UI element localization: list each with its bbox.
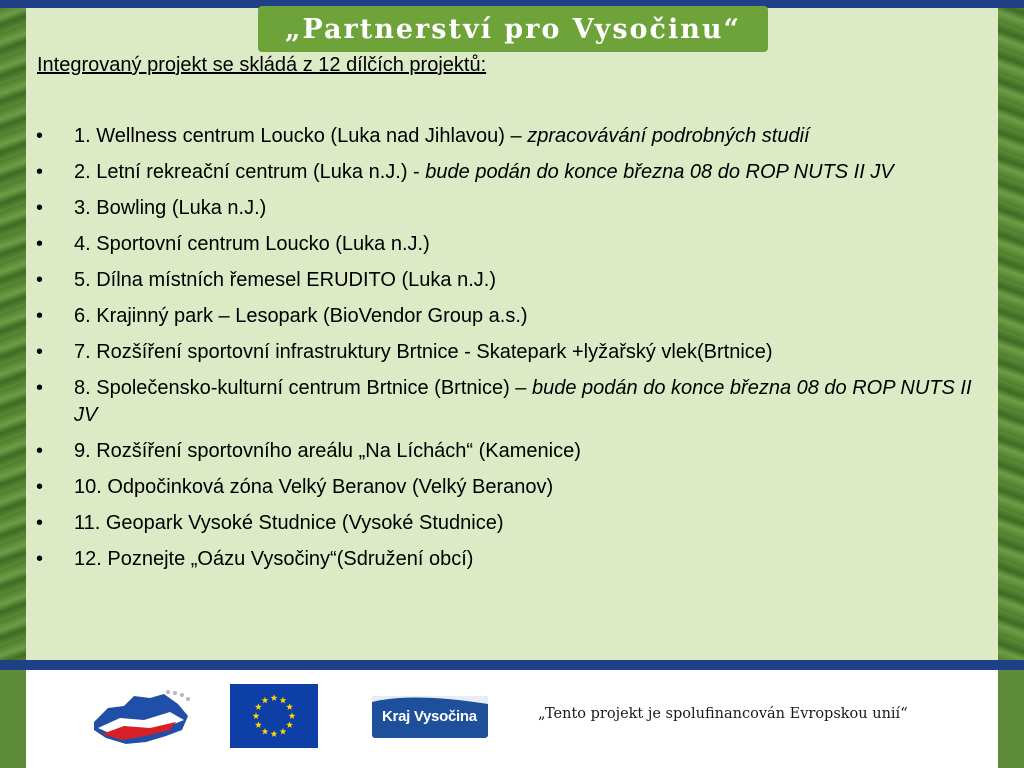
kraj-vysocina-logo [372, 696, 488, 738]
project-text: 1. Wellness centrum Loucko (Luka nad Jihlavou) – [74, 125, 528, 147]
list-item [34, 546, 1000, 573]
project-list [34, 123, 1000, 582]
project-text: 12. Poznejte „Oázu Vysočiny“(Sdružení obcí) [74, 548, 474, 570]
list-item [34, 195, 1000, 222]
slide-title: „Partnerství pro Vysočinu“ [284, 13, 742, 45]
bullet-icon: • [36, 548, 44, 570]
list-item [34, 159, 1000, 186]
eu-star-icon [289, 712, 296, 719]
project-text: 4. Sportovní centrum Loucko (Luka n.J.) [74, 233, 430, 255]
eu-star-icon [255, 703, 262, 710]
project-text: 3. Bowling (Luka n.J.) [74, 197, 267, 219]
eu-flag-icon [230, 684, 318, 748]
bullet-icon: • [36, 476, 44, 498]
list-item [34, 438, 1000, 465]
project-text: 6. Krajinný park – Lesopark (BioVendor Group a.s.) [74, 305, 528, 327]
eu-star-icon [271, 694, 278, 701]
bullet-icon: • [36, 197, 44, 219]
project-text: 10. Odpočinková zóna Velký Beranov (Velký Beranov) [74, 476, 554, 498]
footer-logos [26, 670, 998, 768]
eu-star-icon [271, 730, 278, 737]
list-item [34, 267, 1000, 294]
project-text: 8. Společensko-kulturní centrum Brtnice (Brtnice) – [74, 377, 532, 399]
list-item [34, 123, 1000, 150]
bullet-icon: • [36, 125, 44, 147]
bullet-icon: • [36, 512, 44, 534]
list-item [34, 375, 1000, 429]
bullet-icon: • [36, 377, 44, 399]
eu-star-icon [280, 697, 287, 704]
title-banner [258, 6, 768, 52]
project-status-note: bude podán do konce března 08 do ROP NUTS II JV [425, 161, 894, 183]
bottom-border [0, 660, 1024, 670]
project-status-note: zpracovávání podrobných studií [527, 125, 810, 147]
project-text: 9. Rozšíření sportovního areálu „Na Líchách“ (Kamenice) [74, 440, 581, 462]
project-text: 2. Letní rekreační centrum (Luka n.J.) - [74, 161, 426, 183]
eu-star-icon [253, 712, 260, 719]
bullet-icon: • [36, 233, 44, 255]
right-grass-border [998, 8, 1024, 660]
eu-star-icon [280, 728, 287, 735]
eu-star-icon [262, 697, 269, 704]
czech-republic-logo [80, 684, 196, 754]
eu-star-icon [255, 721, 262, 728]
bullet-icon: • [36, 341, 44, 363]
left-grass-border [0, 8, 26, 660]
bullet-icon: • [36, 269, 44, 291]
list-item [34, 339, 1000, 366]
kraj-logo-text: Kraj Vysočina [382, 708, 477, 725]
project-status-note: bude podán do konce března 08 do ROP NUTS II JV [74, 377, 972, 426]
project-text: 5. Dílna místních řemesel ERUDITO (Luka n.J.) [74, 269, 496, 291]
funding-note: „Tento projekt je spolufinancován Evropskou unií“ [538, 706, 908, 722]
project-text: 7. Rozšíření sportovní infrastruktury Brtnice - Skatepark +lyžařský vlek(Brtnice) [74, 341, 773, 363]
intro-heading: Integrovaný projekt se skládá z 12 dílčích projektů: [37, 54, 487, 76]
eu-star-icon [262, 728, 269, 735]
list-item [34, 474, 1000, 501]
bullet-icon: • [36, 161, 44, 183]
eu-star-icon [286, 703, 293, 710]
bullet-icon: • [36, 440, 44, 462]
list-item [34, 231, 1000, 258]
project-text: 11. Geopark Vysoké Studnice (Vysoké Studnice) [74, 512, 504, 534]
bullet-icon: • [36, 305, 44, 327]
eu-star-icon [286, 721, 293, 728]
list-item [34, 510, 1000, 537]
list-item [34, 303, 1000, 330]
